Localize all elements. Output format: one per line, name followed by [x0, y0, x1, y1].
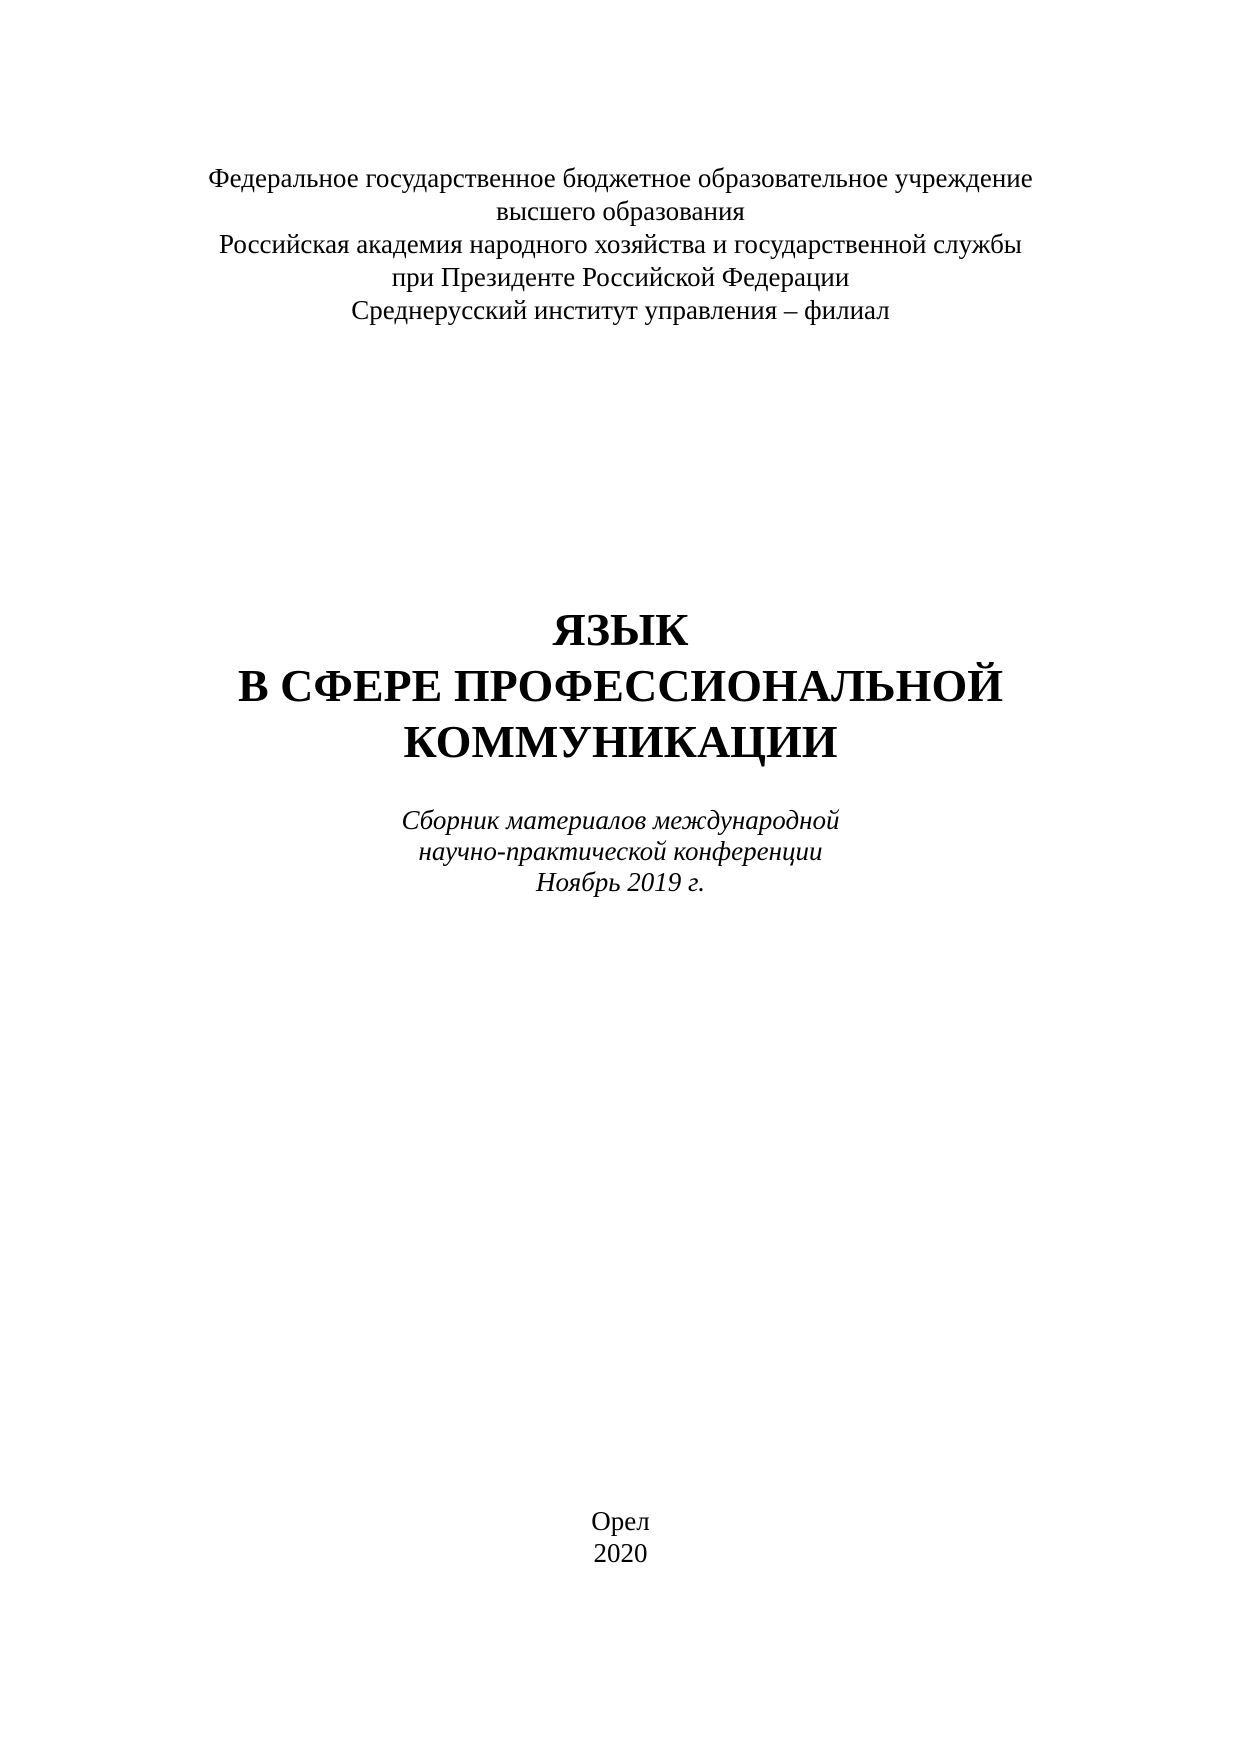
imprint: [0, 1505, 1241, 1569]
institution-header: [0, 162, 1241, 327]
imprint-year: 2020: [593, 1538, 648, 1568]
imprint-city: Орел: [591, 1506, 650, 1536]
institution-line: при Президенте Российской Федерации: [391, 262, 850, 292]
subtitle-line: Сборник материалов международной: [401, 805, 840, 835]
document-subtitle: [0, 805, 1241, 898]
document-title: [0, 602, 1241, 770]
title-line: КОММУНИКАЦИИ: [403, 716, 838, 767]
institution-line: высшего образования: [496, 196, 745, 226]
subtitle-line: научно-практической конференции: [418, 836, 823, 866]
title-line: ЯЗЫК: [552, 604, 689, 655]
institution-line: Среднерусский институт управления – филиал: [351, 295, 890, 325]
institution-line: Российская академия народного хозяйства и государственной службы: [219, 229, 1022, 259]
subtitle-line: Ноябрь 2019 г.: [536, 867, 705, 897]
institution-line: Федеральное государственное бюджетное образовательное учреждение: [208, 163, 1033, 193]
title-line: В СФЕРЕ ПРОФЕССИОНАЛЬНОЙ: [237, 660, 1004, 711]
